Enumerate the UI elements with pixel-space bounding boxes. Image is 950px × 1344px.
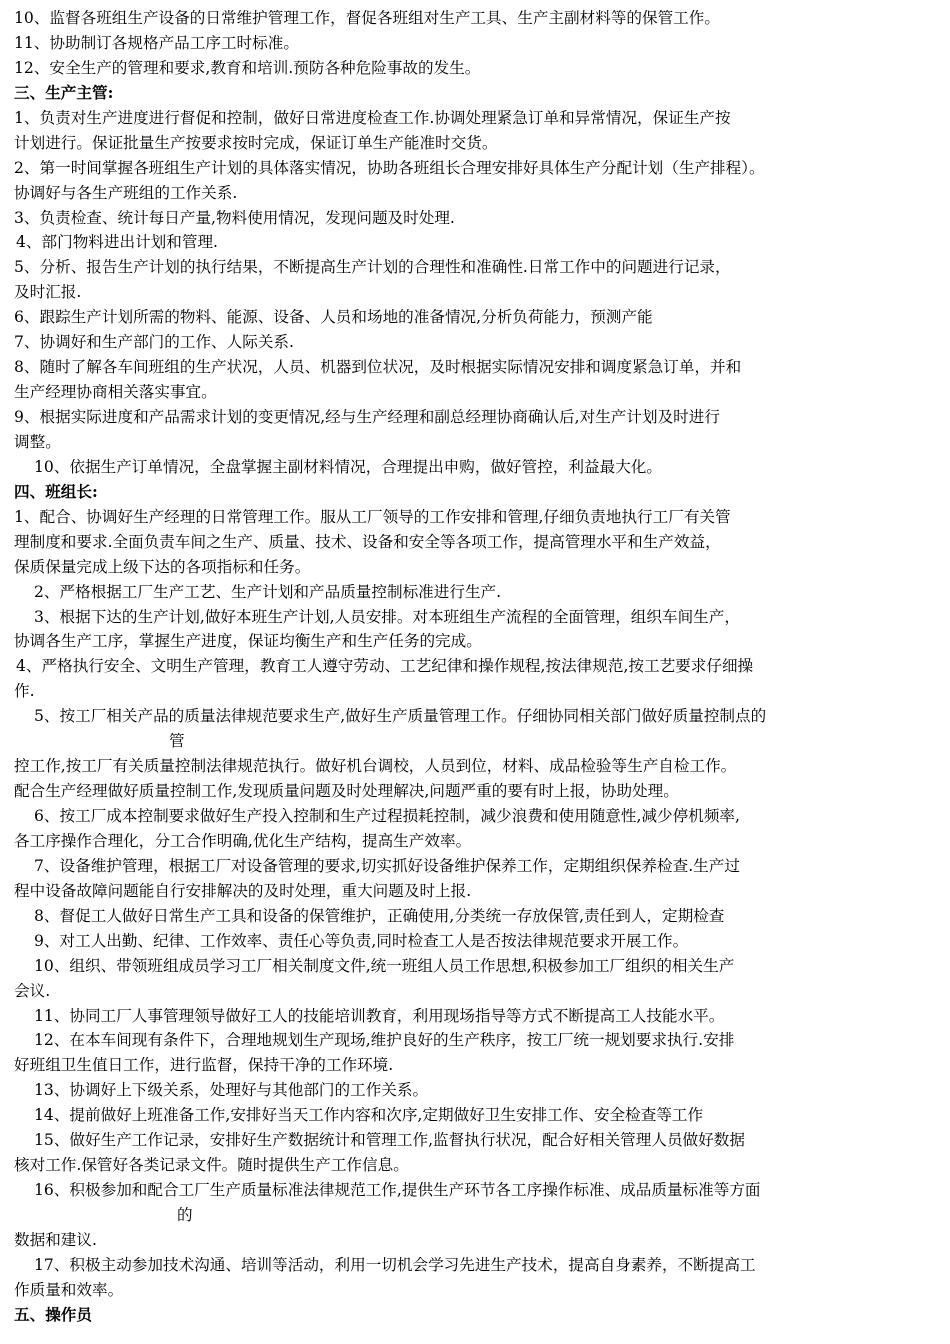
section-heading: 四、班组长: bbox=[14, 481, 98, 501]
text-line: 15、做好生产工作记录，安排好生产数据统计和管理工作,监督执行状况，配合好相关管理人员做好数据 bbox=[34, 1131, 745, 1150]
text-line: 理制度和要求.全面负责车间之生产、质量、技术、设备和安全等各项工作，提高管理水平和生产效益， bbox=[14, 532, 721, 551]
text-line: 7、协调好和生产部门的工作、人际关系. bbox=[14, 333, 294, 352]
text-line: 5、分析、报告生产计划的执行结果，不断提高生产计划的合理性和准确性.日常工作中的问题进行记录， bbox=[14, 258, 731, 277]
text-line: 保质保量完成上级下达的各项指标和任务。 bbox=[14, 557, 311, 576]
text-line: 8、督促工人做好日常生产工具和设备的保管维护，正确使用,分类统一存放保管,责任到人，定期检查 bbox=[34, 906, 725, 925]
text-line: 11、协同工厂人事管理领导做好工人的技能培训教育，利用现场指导等方式不断提高工人技能水平。 bbox=[34, 1006, 725, 1025]
text-line: 10、依据生产订单情况，全盘掌握主副材料情况，合理提出申购，做好管控，利益最大化。 bbox=[34, 457, 662, 476]
text-line: 好班组卫生值日工作，进行监督，保持干净的工作环境. bbox=[14, 1056, 394, 1075]
text-line: 4、部门物料进出计划和管理. bbox=[16, 233, 219, 252]
text-line: 1、配合、协调好生产经理的日常管理工作。服从工厂领导的工作安排和管理,仔细负责地执行工厂有关管 bbox=[14, 507, 731, 526]
text-line: 各工序操作合理化，分工合作明确,优化生产结构，提高生产效率。 bbox=[14, 831, 472, 850]
text-line: 12、安全生产的管理和要求,教育和培训.预防各种危险事故的发生。 bbox=[14, 58, 481, 77]
text-line: 管 bbox=[169, 732, 185, 751]
text-line: 9、根据实际进度和产品需求计划的变更情况,经与生产经理和副总经理协商确认后,对生产计划及时进行 bbox=[14, 408, 720, 426]
text-line: 2、严格根据工厂生产工艺、生产计划和产品质量控制标准进行生产. bbox=[34, 582, 502, 601]
text-line: 5、按工厂相关产品的质量法律规范要求生产,做好生产质量管理工作。仔细协同相关部门做好质量控制点的 bbox=[34, 707, 767, 726]
text-line: 协调各生产工序，掌握生产进度，保证均衡生产和生产任务的完成。 bbox=[14, 632, 482, 651]
text-line: 8、随时了解各车间班组的生产状况，人员、机器到位状况，及时根据实际情况安排和调度紧急订单，并和 bbox=[14, 358, 742, 377]
text-line: 6、按工厂成本控制要求做好生产投入控制和生产过程损耗控制，减少浪费和使用随意性,减少停机频率, bbox=[34, 807, 740, 825]
text-line: 17、积极主动参加技术沟通、培训等活动，利用一切机会学习先进生产技术，提高自身素养，不断提高工 bbox=[34, 1255, 756, 1274]
text-line: 10、组织、带领班组成员学习工厂相关制度文件,统一班组人员工作思想,积极参加工厂组织的相关生产 bbox=[34, 956, 735, 975]
text-line: 会议. bbox=[14, 981, 51, 1000]
text-line: 14、提前做好上班准备工作,安排好当天工作内容和次序,定期做好卫生安排工作、安全检查等工作 bbox=[34, 1106, 704, 1125]
text-line: 1、负责对生产进度进行督促和控制，做好日常进度检查工作.协调处理紧急订单和异常情况，保证生产按 bbox=[14, 108, 731, 127]
text-line: 9、对工人出勤、纪律、工作效率、责任心等负责,同时检查工人是否按法律规范要求开展工作。 bbox=[34, 931, 689, 950]
text-line: 10、监督各班组生产设备的日常维护管理工作，督促各班组对生产工具、生产主副材料等的保管工作。 bbox=[14, 9, 720, 27]
text-line: 16、积极参加和配合工厂生产质量标准法律规范工作,提供生产环节各工序操作标准、成品质量标准等方面 bbox=[34, 1181, 761, 1200]
text-line: 3、根据下达的生产计划,做好本班生产计划,人员安排。对本班组生产流程的全面管理，组织车间生产， bbox=[34, 607, 740, 626]
section-heading: 三、生产主管: bbox=[14, 82, 114, 102]
text-line: 生产经理协商相关落实事宜。 bbox=[14, 383, 217, 402]
text-line: 调整。 bbox=[14, 432, 61, 451]
text-line: 12、在本车间现有条件下，合理地规划生产现场,维护良好的生产秩序，按工厂统一规划要求执行.安排 bbox=[34, 1031, 735, 1050]
text-line: 程中设备故障问题能自行安排解决的及时处理，重大问题及时上报. bbox=[14, 881, 472, 900]
text-line: 6、跟踪生产计划所需的物料、能源、设备、人员和场地的准备情况,分析负荷能力，预测产能 bbox=[14, 308, 653, 327]
section-heading: 五、操作员 bbox=[14, 1304, 92, 1324]
text-line: 计划进行。保证批量生产按要求按时完成，保证订单生产能准时交货。 bbox=[14, 133, 498, 152]
text-line: 4、严格执行安全、文明生产管理，教育工人遵守劳动、工艺纪律和操作规程,按法律规范,按工艺要求仔细操 bbox=[16, 657, 754, 676]
text-line: 控工作,按工厂有关质量控制法律规范执行。做好机台调校，人员到位，材料、成品检验等生产自检工作。 bbox=[14, 757, 737, 776]
text-line: 13、协调好上下级关系，处理好与其他部门的工作关系。 bbox=[34, 1081, 429, 1100]
text-line: 2、第一时间掌握各班组生产计划的具体落实情况，协助各班组长合理安排好具体生产分配计划（生产排程）。 bbox=[14, 158, 765, 177]
text-line: 数据和建议. bbox=[14, 1230, 97, 1249]
text-line: 作. bbox=[14, 682, 35, 701]
text-line: 核对工作.保管好各类记录文件。随时提供生产工作信息。 bbox=[14, 1156, 409, 1175]
text-line: 11、协助制订各规格产品工序工时标准。 bbox=[14, 33, 299, 52]
text-line: 作质量和效率。 bbox=[14, 1280, 124, 1299]
text-line: 配合生产经理做好质量控制工作,发现质量问题及时处理解决,问题严重的要有时上报，协助处理。 bbox=[14, 782, 679, 801]
text-line: 协调好与各生产班组的工作关系. bbox=[14, 183, 238, 202]
text-line: 及时汇报. bbox=[14, 283, 82, 302]
text-line: 3、负责检查、统计每日产量,物料使用情况，发现问题及时处理. bbox=[14, 208, 455, 227]
text-line: 的 bbox=[177, 1206, 193, 1224]
text-line: 7、设备维护管理，根据工厂对设备管理的要求,切实抓好设备维护保养工作，定期组织保养检查.生产过 bbox=[34, 856, 740, 875]
